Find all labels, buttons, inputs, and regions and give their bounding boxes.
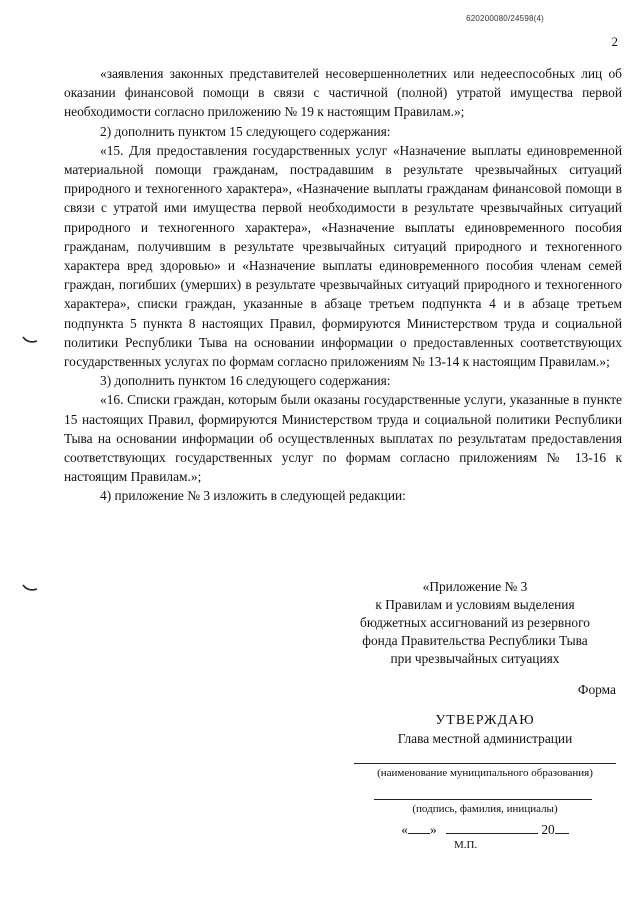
paragraph-item-3: 3) дополнить пунктом 16 следующего содержания: (100, 373, 391, 389)
signature-line (374, 784, 592, 800)
approval-block (350, 712, 620, 852)
document-body (64, 64, 622, 506)
month-blank (446, 820, 538, 834)
paragraph-statement-clause: «заявления законных представителей несовершеннолетних или недееспособных лиц об оказании финансовой помощи в связи с частичной (полной) утратой имущества первой необходимости согласно приложению № 19 к настоящим Правилам.»; (64, 66, 622, 120)
date-row (350, 820, 620, 839)
year-blank (555, 820, 569, 834)
paragraph-item-4: 4) приложение № 3 изложить в следующей редакции: (100, 488, 406, 504)
form-label: Форма (577, 682, 616, 697)
appendix-heading (330, 578, 620, 668)
appendix-line: при чрезвычайных ситуациях (390, 651, 560, 666)
appendix-line: «Приложение № 3 (422, 579, 528, 594)
stamp-label: М.П. (454, 839, 478, 851)
signature-caption: (подпись, фамилия, инициалы) (412, 803, 558, 815)
appendix-line: к Правилам и условиям выделения (375, 597, 575, 612)
appendix-line: бюджетных ассигнований из резервного (360, 615, 590, 630)
municipality-name-line (354, 748, 616, 764)
paragraph-point-16: «16. Списки граждан, которым были оказаны государственные услуги, указанные в пункте 15 настоящих Правил, формируются Министерством труда и социальной политики Республики Тыва на основании информации об осуществленных выплатах по результатам предоставления соответствующих государственных услуг по формам согласно приложениям № 13-16 к настоящим Правилам.»; (64, 392, 622, 485)
municipality-name-caption: (наименование муниципального образования) (377, 767, 593, 779)
year-prefix: 20 (541, 822, 555, 837)
approval-title: УТВЕРЖДАЮ (435, 713, 535, 728)
approval-head-title: Глава местной администрации (397, 731, 573, 746)
date-quote-close: » (429, 822, 437, 837)
day-blank (408, 820, 430, 834)
document-id: 620200080/24598(4) (466, 14, 544, 23)
paragraph-item-2: 2) дополнить пунктом 15 следующего содержания: (100, 123, 391, 139)
page-number: 2 (611, 34, 618, 49)
appendix-line: фонда Правительства Республики Тыва (362, 633, 588, 648)
paragraph-point-15: «15. Для предоставления государственных услуг «Назначение выплаты единовременной материальной помощи гражданам, пострадавшим в результате чрезвычайных ситуаций природного и техногенного характера», «Назначение выплаты гражданам финансовой помощи в связи с утратой ими имущества первой необходимости в результате чрезвычайных ситуаций природного и техногенного характера», «Назначение выплаты единовременного пособия гражданам, получившим в результате чрезвычайных ситуаций природного и техногенного характера вред здоровью» и «Назначение выплаты единовременного пособия членам семей граждан, погибших (умерших) в результате чрезвычайных ситуаций природного и техногенного характера», списки граждан, указанные в абзаце третьем подпункта 4 и в абзаце третьем подпункта 5 пункта 8 настоящих Правил, формируются Министерством труда и социальной политики Республики Тыва на основании информации о предоставленных соответствующих государственных услугах по формам согласно приложениям № 13-14 к настоящим Правилам.»; (64, 142, 622, 370)
margin-tick-mark (22, 583, 38, 593)
margin-tick-mark (22, 335, 38, 345)
date-quote-open: « (401, 822, 408, 837)
